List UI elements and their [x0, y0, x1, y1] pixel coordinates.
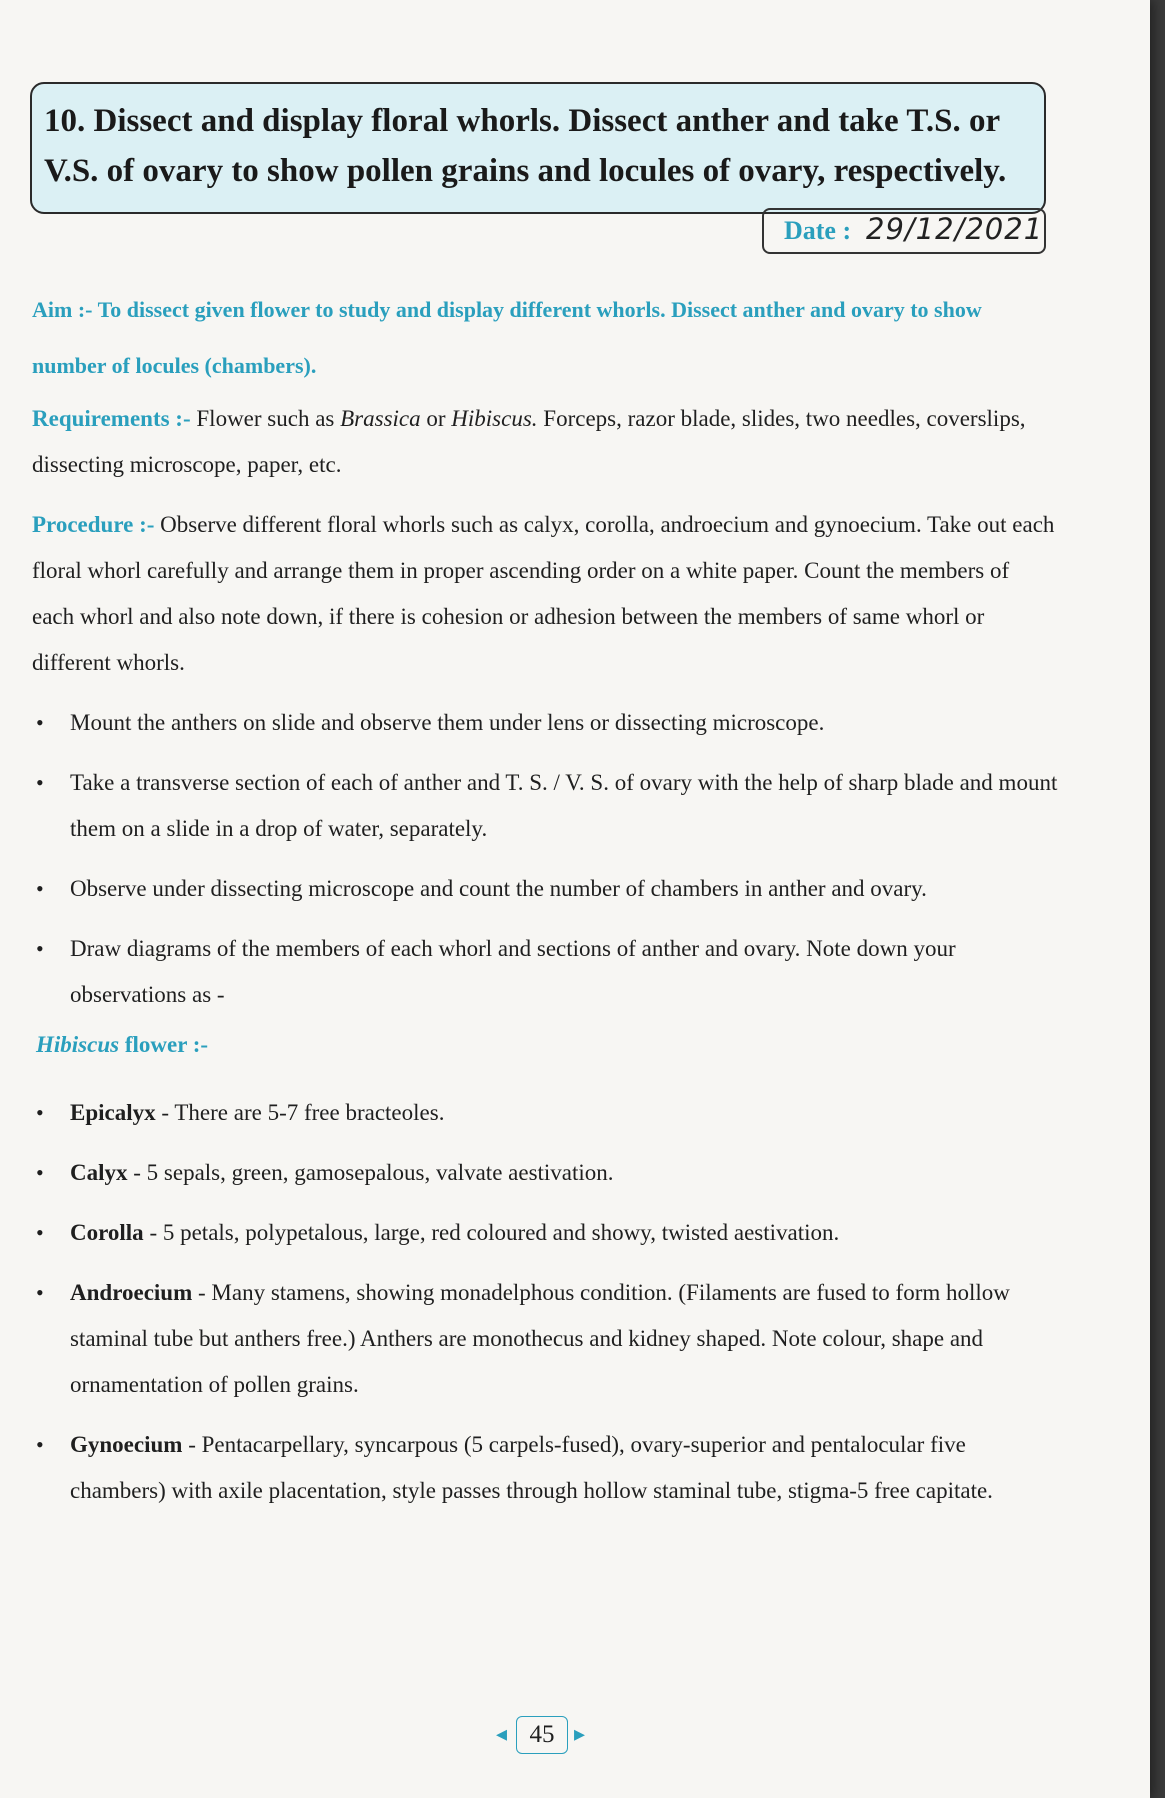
- species-brassica: Brassica: [340, 406, 421, 431]
- procedure-text: Observe different floral whorls such as calyx, corolla, androecium and gynoecium. Take out each floral whorl carefully and arrange them in proper ascending order on a white paper. Count the members of each whorl and also note down, if there is cohesion or adhesion between the members of same whorl or different whorls.: [32, 512, 1055, 675]
- procedure-step: • Draw diagrams of the members of each whorl and sections of anther and ovary. Note down your observations as -: [36, 936, 956, 1007]
- aim-label: Aim :-: [32, 297, 93, 322]
- requirements-text-before: Flower such as: [196, 406, 335, 431]
- title-box: [30, 82, 1046, 214]
- hibiscus-part: • Corolla - 5 petals, polypetalous, large, red coloured and showy, twisted aestivation.: [36, 1220, 840, 1245]
- procedure-paragraph: [32, 502, 1057, 686]
- right-arrow-icon: ▸: [574, 1722, 586, 1747]
- requirements-paragraph: [32, 396, 1057, 488]
- requirements-label: Requirements :-: [32, 406, 191, 431]
- procedure-steps: [32, 700, 1062, 1018]
- requirements-or: or: [426, 406, 446, 431]
- hibiscus-part: • Gynoecium - Pentacarpellary, syncarpous (5 carpels-fused), ovary-superior and pentalocular five chambers) with axile placentation, style passes through hollow staminal tube, stigma-5 free capitate.: [36, 1432, 993, 1503]
- species-hibiscus: Hibiscus.: [451, 406, 538, 431]
- requirements-text-after: Forceps, razor blade, slides, two needles, coverslips, dissecting microscope, paper, etc.: [32, 406, 1026, 477]
- date-value: 29/12/2021: [866, 212, 1044, 246]
- hibiscus-part: • Epicalyx - There are 5-7 free bracteoles.: [36, 1100, 445, 1125]
- aim-text: To dissect given flower to study and display different whorls. Dissect anther and ovary to show number of locules (chambers).: [32, 297, 982, 378]
- hibiscus-heading-italic: Hibiscus: [36, 1032, 120, 1057]
- hibiscus-heading-rest: flower :-: [124, 1032, 209, 1057]
- hibiscus-part: • Androecium - Many stamens, showing monadelphous condition. (Filaments are fused to form hollow staminal tube but anthers free.) Anthers are monothecus and kidney shaped. Note colour, shape and ornamentation of pollen grains.: [36, 1280, 1010, 1397]
- left-arrow-icon: ◂: [496, 1722, 508, 1747]
- hibiscus-parts: [32, 1090, 1062, 1514]
- page-number: 45: [516, 1716, 568, 1754]
- procedure-step: • Mount the anthers on slide and observe them under lens or dissecting microscope.: [36, 710, 825, 735]
- procedure-step: • Take a transverse section of each of anther and T. S. / V. S. of ovary with the help of sharp blade and mount them on a slide in a drop of water, separately.: [36, 770, 1058, 841]
- aim-paragraph: [32, 282, 1057, 394]
- hibiscus-heading: [36, 1032, 208, 1058]
- hibiscus-part: • Calyx - 5 sepals, green, gamosepalous, valvate aestivation.: [36, 1160, 614, 1185]
- page-title: 10. Dissect and display floral whorls. Dissect anther and take T.S. or V.S. of ovary to show pollen grains and locules of ovary, respectively.: [44, 103, 1007, 189]
- procedure-step: • Observe under dissecting microscope and count the number of chambers in anther and ovary.: [36, 876, 927, 901]
- procedure-label: Procedure :-: [32, 512, 155, 537]
- date-label: Date :: [784, 216, 852, 245]
- date-box: [762, 208, 1046, 254]
